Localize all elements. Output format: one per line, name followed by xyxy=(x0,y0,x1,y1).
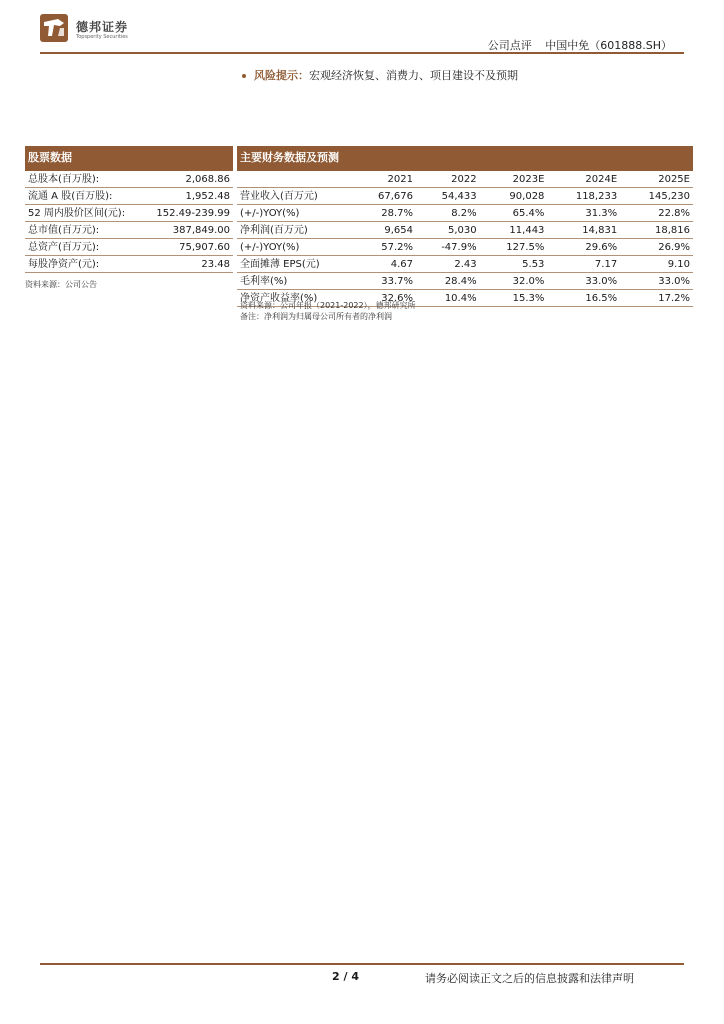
financial-data-row xyxy=(237,205,693,222)
financial-data-row xyxy=(237,188,693,205)
financial-value-cell: 7.17 xyxy=(547,256,620,273)
report-type: 公司点评 xyxy=(487,39,532,52)
stock-data-value: 75,907.60 xyxy=(142,239,233,256)
financial-value-cell: 90,028 xyxy=(480,188,548,205)
financial-value-cell: 29.6% xyxy=(547,239,620,256)
financial-value-cell: 54,433 xyxy=(416,188,480,205)
header-meta xyxy=(478,37,672,53)
stock-data-label: 52 周内股价区间(元): xyxy=(25,205,142,222)
year-header-blank xyxy=(237,171,353,188)
stock-data-label: 总市值(百万元): xyxy=(25,222,142,239)
financial-value-cell: 32.0% xyxy=(480,273,548,290)
stock-data-row xyxy=(25,256,233,273)
financial-data-row xyxy=(237,273,693,290)
financial-value-cell: 127.5% xyxy=(480,239,548,256)
financial-value-cell: 5,030 xyxy=(416,222,480,239)
year-header-cell: 2024E xyxy=(547,171,620,188)
financial-row-label: 毛利率(%) xyxy=(237,273,353,290)
financial-value-cell: 33.7% xyxy=(353,273,416,290)
financial-value-cell: 10.4% xyxy=(416,290,480,307)
financial-value-cell: 11,443 xyxy=(480,222,548,239)
financial-value-cell: 17.2% xyxy=(620,290,693,307)
stock-data-row xyxy=(25,205,233,222)
financial-value-cell: 118,233 xyxy=(547,188,620,205)
logo-text-cn: 德邦证券 xyxy=(76,20,129,34)
financial-data-row xyxy=(237,239,693,256)
year-header-cell: 2023E xyxy=(480,171,548,188)
financial-value-cell: 145,230 xyxy=(620,188,693,205)
risk-label: 风险提示： xyxy=(254,69,309,82)
financial-value-cell: 9.10 xyxy=(620,256,693,273)
stock-data-label: 总资产(百万元): xyxy=(25,239,142,256)
financial-row-label: 营业收入(百万元) xyxy=(237,188,353,205)
logo-text-en: Topsperity Securities xyxy=(76,34,128,40)
financial-value-cell: 9,654 xyxy=(353,222,416,239)
stock-data-row xyxy=(25,222,233,239)
stock-data-row xyxy=(25,188,233,205)
company-name: 中国中免（601888.SH） xyxy=(545,39,672,52)
financial-value-cell: 14,831 xyxy=(547,222,620,239)
financial-value-cell: 22.8% xyxy=(620,205,693,222)
financial-value-cell: 8.2% xyxy=(416,205,480,222)
stock-data-row xyxy=(25,171,233,188)
risk-notice xyxy=(242,67,518,83)
financial-row-label: 净利润(百万元) xyxy=(237,222,353,239)
financial-year-header-row xyxy=(237,171,693,188)
financial-data-table xyxy=(237,170,693,307)
financial-value-cell: 18,816 xyxy=(620,222,693,239)
footer-rule xyxy=(40,963,684,965)
financial-value-cell: 32.6% xyxy=(353,290,416,307)
stock-data-table xyxy=(25,170,233,273)
stock-data-value: 152.49-239.99 xyxy=(142,205,233,222)
financial-value-cell: 28.7% xyxy=(353,205,416,222)
financial-value-cell: 28.4% xyxy=(416,273,480,290)
financial-value-cell: 2.43 xyxy=(416,256,480,273)
financial-row-label: (+/-)YOY(%) xyxy=(237,239,353,256)
financial-value-cell: 33.0% xyxy=(620,273,693,290)
financial-value-cell: 65.4% xyxy=(480,205,548,222)
footer-disclaimer: 请务必阅读正文之后的信息披露和法律声明 xyxy=(425,972,634,985)
financial-value-cell: 15.3% xyxy=(480,290,548,307)
stock-data-label: 总股本(百万股): xyxy=(25,171,142,188)
financial-data-row xyxy=(237,256,693,273)
financial-value-cell: -47.9% xyxy=(416,239,480,256)
financial-value-cell: 4.67 xyxy=(353,256,416,273)
financial-value-cell: 16.5% xyxy=(547,290,620,307)
stock-data-value: 2,068.86 xyxy=(142,171,233,188)
financial-row-label: (+/-)YOY(%) xyxy=(237,205,353,222)
year-header-cell: 2022 xyxy=(416,171,480,188)
financial-value-cell: 5.53 xyxy=(480,256,548,273)
stock-data-label: 每股净资产(元): xyxy=(25,256,142,273)
financial-value-cell: 57.2% xyxy=(353,239,416,256)
risk-text: 宏观经济恢复、消费力、项目建设不及预期 xyxy=(309,69,518,82)
stock-data-value: 23.48 xyxy=(142,256,233,273)
year-header-cell: 2025E xyxy=(620,171,693,188)
financial-value-cell: 67,676 xyxy=(353,188,416,205)
stock-data-value: 387,849.00 xyxy=(142,222,233,239)
bullet-icon xyxy=(242,74,246,78)
header-rule xyxy=(40,52,684,54)
stock-data-source: 资料来源：公司公告 xyxy=(25,280,97,289)
page-number: 2 / 4 xyxy=(332,970,359,983)
financial-value-cell: 26.9% xyxy=(620,239,693,256)
financial-data-remark: 备注：净利润为归属母公司所有者的净利润 xyxy=(240,312,392,321)
stock-data-value: 1,952.48 xyxy=(142,188,233,205)
stock-data-title: 股票数据 xyxy=(25,146,233,170)
financial-row-label: 净资产收益率(%) xyxy=(237,290,353,307)
financial-data-source: 资料来源：公司年报（2021-2022），德邦研究所 xyxy=(240,301,416,310)
financial-value-cell: 33.0% xyxy=(547,273,620,290)
stock-data-label: 流通 A 股(百万股): xyxy=(25,188,142,205)
stock-data-row xyxy=(25,239,233,256)
financial-row-label: 全面摊薄 EPS(元) xyxy=(237,256,353,273)
financial-value-cell: 31.3% xyxy=(547,205,620,222)
financial-data-row xyxy=(237,222,693,239)
page-header xyxy=(40,12,684,52)
year-header-cell: 2021 xyxy=(353,171,416,188)
financial-data-title: 主要财务数据及预测 xyxy=(237,146,693,170)
company-logo-icon xyxy=(40,14,68,42)
